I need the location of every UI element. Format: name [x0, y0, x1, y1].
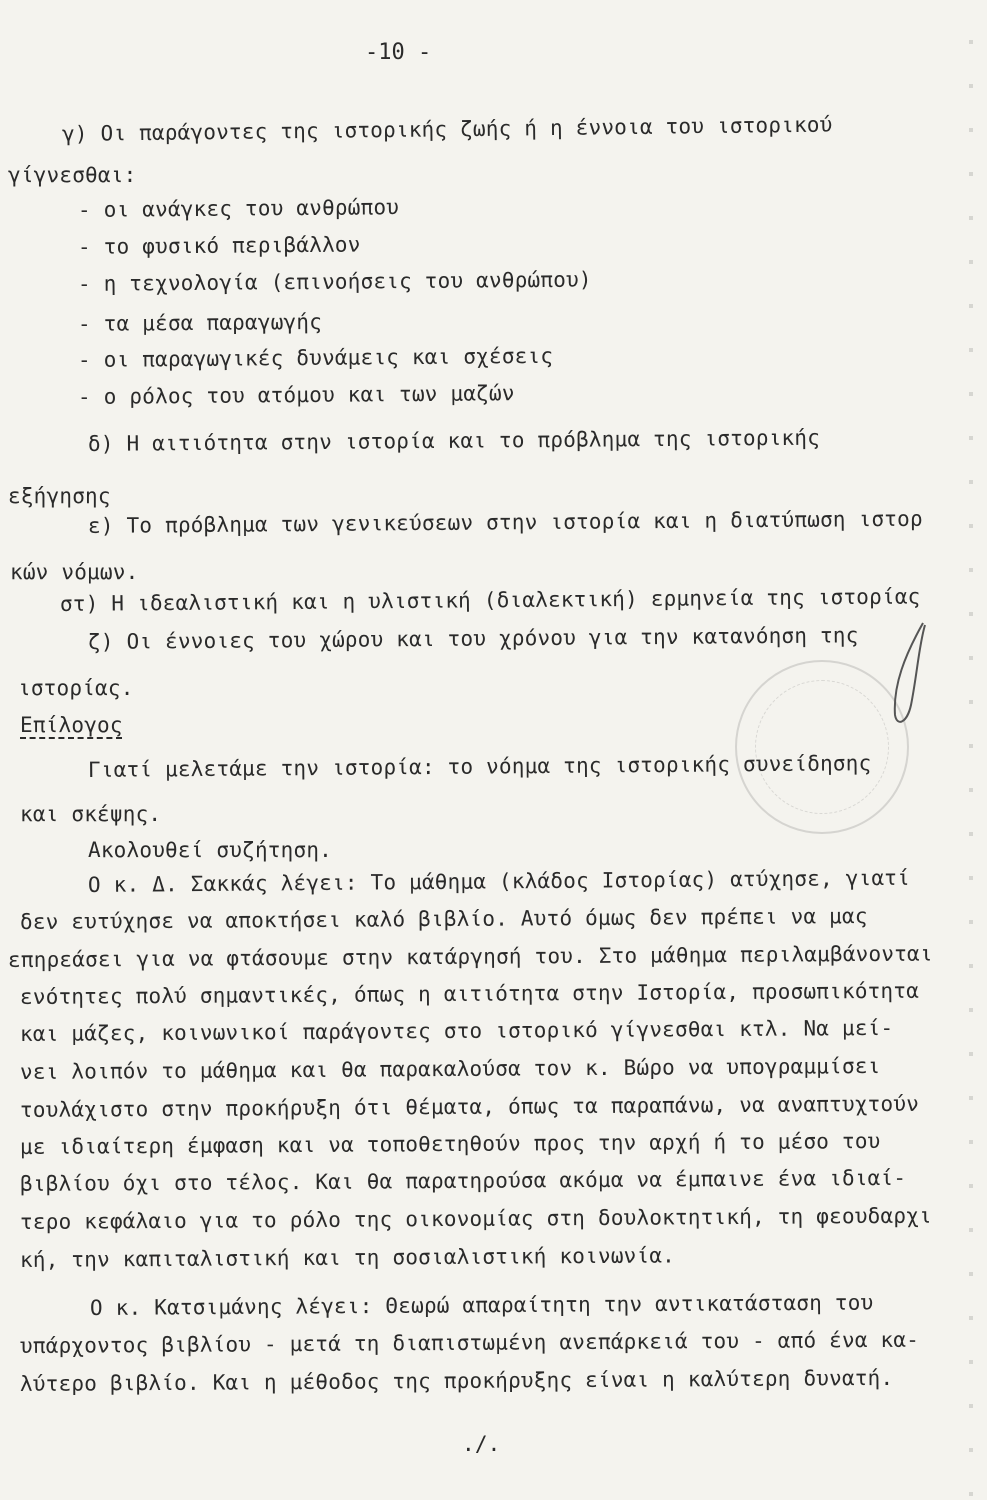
- list-item: - η τεχνολογία (επινοήσεις του ανθρώπου): [77, 267, 592, 296]
- page-edge-marks: [969, 0, 973, 1500]
- text-line: υπάρχοντος βιβλίου - μετά τη διαπιστωμένη ανεπάρκειά του - από ένα κα-: [19, 1327, 920, 1358]
- text-line: τερο κεφάλαιο για το ρόλο της οικονομίας στη δουλοκτητική, τη φεουδαρχι: [19, 1203, 932, 1234]
- text-line: με ιδιαίτερη έμφαση και να τοποθετηθούν προς την αρχή ή το μέσο του: [19, 1128, 881, 1159]
- text-line: Γιατί μελετάμε την ιστορία: το νόημα της ιστορικής συνείδησης: [87, 751, 872, 782]
- text-line: λύτερο βιβλίο. Και η μέθοδος της προκήρυξης είναι η καλύτερη δυνατή.: [19, 1365, 894, 1396]
- list-item: - ο ρόλος του ατόμου και των μαζών: [77, 381, 515, 409]
- section-heading: Επίλογος: [20, 713, 123, 737]
- text-line: γίγνεσθαι:: [8, 163, 137, 187]
- text-line: ε) Το πρόβλημα των γενικεύσεων στην ιστορία και η διατύπωση ιστορ: [87, 506, 923, 538]
- list-item: - το φυσικό περιβάλλον: [77, 232, 361, 259]
- text-line: τουλάχιστο στην προκήρυξη ότι θέματα, όπως τα παραπάνω, να αναπτυχτούν: [19, 1091, 920, 1122]
- text-line: Ακολουθεί συζήτηση.: [88, 838, 333, 862]
- text-line: στ) Η ιδεαλιστική και η υλιστική (διαλεκτική) ερμηνεία της ιστορίας: [59, 584, 921, 616]
- text-line: Ο κ. Δ. Σακκάς λέγει: Το μάθημα (κλάδος Ιστορίας) ατύχησε, γιατί: [87, 865, 911, 897]
- text-line: και μάζες, κοινωνικοί παράγοντες στο ιστορικό γίγνεσθαι κτλ. Να μεί-: [19, 1015, 894, 1046]
- text-line: νει λοιπόν το μάθημα και θα παρακαλούσα τον κ. Βώρο να υπογραμμίσει: [19, 1053, 881, 1084]
- text-line: ενότητες πολύ σημαντικές, όπως η αιτιότητα στην Ιστορία, προσωπικότητα: [19, 978, 920, 1009]
- text-line: κή, την καπιταλιστική και τη σοσιαλιστική κοινωνία.: [19, 1243, 676, 1272]
- text-line: και σκέψης.: [20, 802, 162, 826]
- text-line: ιστορίας.: [18, 676, 134, 700]
- list-item: - οι ανάγκες του ανθρώπου: [77, 195, 400, 222]
- text-line: βιβλίου όχι στο τέλος. Και θα παρατηρούσα ακόμα να έμπαινε ένα ιδιαί-: [19, 1165, 907, 1196]
- handwritten-signature: [875, 615, 935, 735]
- continuation-mark: ./.: [462, 1432, 501, 1456]
- page-number: -10 -: [365, 40, 432, 65]
- list-item: - οι παραγωγικές δυνάμεις και σχέσεις: [77, 343, 554, 372]
- text-line: ζ) Οι έννοιες του χώρου και του χρόνου για την κατανόηση της: [87, 623, 859, 654]
- text-line: Ο κ. Κατσιμάνης λέγει: Θεωρώ απαραίτητη την αντικατάσταση του: [89, 1290, 874, 1320]
- text-line: κών νόμων.: [10, 560, 139, 584]
- text-line: δ) Η αιτιότητα στην ιστορία και το πρόβλημα της ιστορικής: [87, 425, 821, 456]
- list-item: - τα μέσα παραγωγής: [77, 309, 323, 336]
- text-line: εξήγησης: [8, 484, 111, 508]
- text-line: επηρεάσει για να φτάσουμε στην κατάργησή του. Στο μάθημα περιλαμβάνονται: [7, 941, 933, 972]
- text-line: δεν ευτύχησε να αποκτήσει καλό βιβλίο. Αυτό όμως δεν πρέπει να μας: [19, 904, 868, 934]
- text-line: γ) Οι παράγοντες της ιστορικής ζωής ή η έννοια του ιστορικού: [61, 112, 833, 146]
